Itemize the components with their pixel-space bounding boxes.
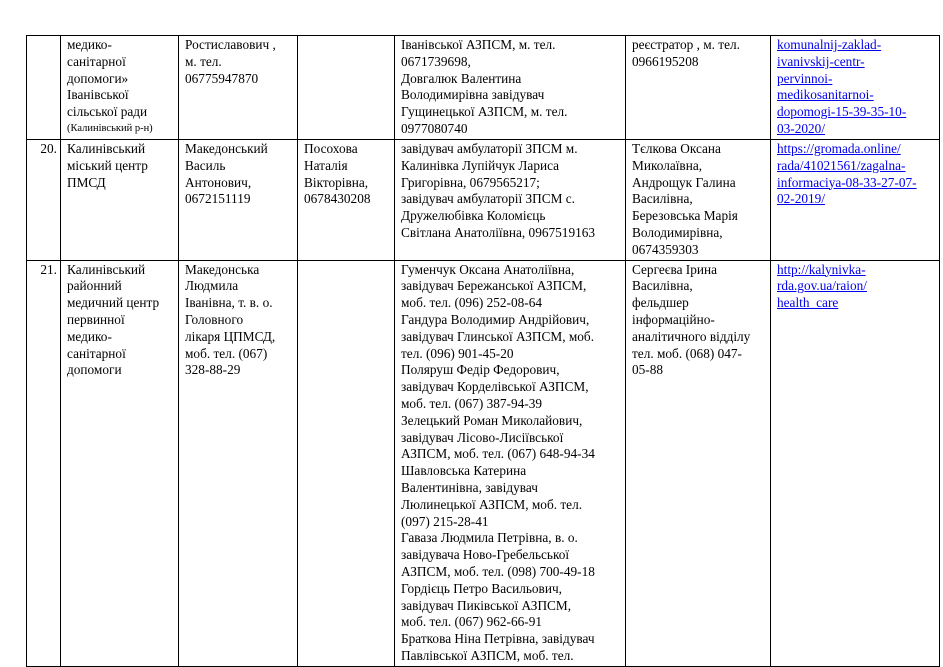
- cell-text-line: моб. тел. (067) 387-94-39: [401, 395, 542, 411]
- cell-text-line: допомоги: [67, 362, 122, 378]
- contact-person-cell: [626, 36, 771, 140]
- cell-text-line: Довгалюк Валентина: [401, 70, 522, 86]
- head-doctor-cell: [179, 260, 298, 666]
- cell-text-line: фельдшер: [632, 295, 689, 311]
- cell-text-line: 05-88: [632, 362, 664, 378]
- ambulatory-heads-cell: [395, 260, 626, 666]
- cell-text-line: реєстратор , м. тел.: [632, 37, 740, 52]
- cell-text-line: Василівна,: [632, 278, 693, 294]
- cell-text-line: завідувач Пиківської АЗПСМ,: [401, 597, 572, 613]
- cell-text-line: санітарної: [67, 345, 126, 361]
- row-number-cell: [27, 36, 61, 140]
- ambulatory-heads-cell: [395, 140, 626, 261]
- cell-text-line: Іванівської: [67, 87, 129, 103]
- cell-text-line: 0977080740: [401, 120, 468, 136]
- cell-text-line: Наталія: [304, 157, 348, 173]
- cell-text-line: 06775947870: [185, 70, 259, 86]
- website-link-line[interactable]: informaciya-08-33-27-07-: [777, 174, 917, 190]
- cell-text-line: Валентинівна, завідувач: [401, 479, 538, 495]
- cell-text-line: первинної: [67, 311, 125, 327]
- website-link-line[interactable]: dopomogi-15-39-35-10-: [777, 104, 907, 120]
- cell-text-line: Поляруш Федір Федорович,: [401, 362, 560, 378]
- cell-text-line: допомоги»: [67, 70, 129, 86]
- cell-text-line: Березовська Марія: [632, 208, 738, 224]
- cell-text-line: моб. тел. (067): [185, 345, 268, 361]
- cell-text-line: Василівна,: [632, 191, 693, 207]
- website-link-line[interactable]: rada/41021561/zagalna-: [777, 157, 906, 173]
- cell-text-line: міський центр: [67, 157, 148, 173]
- row-number-cell: [27, 140, 61, 261]
- deputy-cell: [298, 260, 395, 666]
- cell-text-line: Гущинецької АЗПСМ, м. тел.: [401, 104, 568, 120]
- website-link-line[interactable]: health_care: [777, 295, 839, 311]
- cell-text-line: завідувач Глинської АЗПСМ, моб.: [401, 328, 595, 344]
- cell-text-line: Шавловська Катерина: [401, 463, 527, 479]
- website-link-cell[interactable]: [771, 140, 940, 261]
- cell-text-line: Калинівський: [67, 141, 146, 156]
- cell-text-line: моб. тел. (067) 962-66-91: [401, 614, 542, 630]
- cell-text-line: 0671739698,: [401, 53, 471, 69]
- website-link-line[interactable]: pervinnoi-: [777, 70, 833, 86]
- institution-name-cell: [61, 36, 179, 140]
- cell-text-line: Григорівна, 0679565217;: [401, 174, 540, 190]
- cell-text-line: 328-88-29: [185, 362, 241, 378]
- cell-text-line: Тєлкова Оксана: [632, 141, 721, 156]
- cell-text-line: м. тел.: [185, 53, 222, 69]
- cell-text-line: ПМСД: [67, 174, 106, 190]
- cell-text-line: Світлана Анатоліївна, 0967519163: [401, 224, 596, 240]
- website-link-line[interactable]: rda.gov.ua/raion/: [777, 278, 867, 294]
- cell-text-line: Вікторівна,: [304, 174, 369, 190]
- cell-text-line: Гандура Володимир Андрійович,: [401, 311, 590, 327]
- cell-text-line: інформаційно-: [632, 311, 715, 327]
- cell-text-line: Зелецький Роман Миколайович,: [401, 412, 583, 428]
- cell-text-line: Іванівської АЗПСМ, м. тел.: [401, 37, 556, 52]
- table-row: [27, 140, 940, 261]
- cell-text-line: Павлівської АЗПСМ, моб. тел.: [401, 647, 574, 663]
- website-link-cell[interactable]: [771, 36, 940, 140]
- head-doctor-cell: [179, 140, 298, 261]
- cell-text-line: завідувача Ново-Гребельської: [401, 547, 570, 563]
- cell-text-line: 0672151119: [185, 191, 251, 207]
- cell-text-line: медичний центр: [67, 295, 160, 311]
- cell-text-line: районний: [67, 278, 122, 294]
- cell-text-line: Антонович,: [185, 174, 252, 190]
- cell-text-line: 0966195208: [632, 53, 699, 69]
- website-link-line[interactable]: medikosanitarnoi-: [777, 87, 874, 103]
- cell-text-line: лікаря ЦПМСД,: [185, 328, 276, 344]
- cell-text-line: Дружелюбівка Коломієць: [401, 208, 546, 224]
- cell-text-line: моб. тел. (096) 252-08-64: [401, 295, 542, 311]
- cell-text-line: тел. (096) 901-45-20: [401, 345, 514, 361]
- cell-text-line: Гаваза Людмила Петрівна, в. о.: [401, 530, 578, 546]
- cell-text-line: Володимирівна завідувач: [401, 87, 545, 103]
- cell-text-line: Гуменчук Оксана Анатоліївна,: [401, 261, 575, 277]
- website-link-line[interactable]: 03-2020/: [777, 120, 826, 136]
- institution-name-cell: [61, 260, 179, 666]
- cell-text-line: завідувач амбулаторії ЗПСМ с.: [401, 191, 576, 207]
- cell-text-line: АЗПСМ, моб. тел. (098) 700-49-18: [401, 563, 595, 579]
- cell-text-line: завідувач амбулаторії ЗПСМ м.: [401, 141, 578, 156]
- ambulatory-heads-cell: [395, 36, 626, 140]
- row-number: 20.: [40, 141, 57, 156]
- table-row: [27, 260, 940, 666]
- website-link-line[interactable]: https://gromada.online/: [777, 141, 901, 156]
- cell-text-line: аналітичного відділу: [632, 328, 751, 344]
- website-link-line[interactable]: ivanivskij-centr-: [777, 53, 865, 69]
- cell-text-line: завідувач Бережанської АЗПСМ,: [401, 278, 587, 294]
- cell-text-line: завідувач Лісово-Лисіївської: [401, 429, 564, 445]
- row-number: 21.: [40, 261, 57, 277]
- row-number-cell: [27, 260, 61, 666]
- cell-text-line: медико-: [67, 37, 112, 52]
- cell-text-line: завідувач Корделівської АЗПСМ,: [401, 379, 589, 395]
- cell-text-line: (097) 215-28-41: [401, 513, 489, 529]
- cell-text-line: Людмила: [185, 278, 239, 294]
- cell-text-line: Миколаївна,: [632, 157, 703, 173]
- cell-text-line: Браткова Ніна Петрівна, завідувач: [401, 631, 595, 647]
- website-link-line[interactable]: 02-2019/: [777, 191, 826, 207]
- cell-text-line: АЗПСМ, моб. тел. (067) 648-94-34: [401, 446, 595, 462]
- website-link-line[interactable]: http://kalynivka-: [777, 261, 866, 277]
- cell-text-line: Люлинецької АЗПСМ, моб. тел.: [401, 496, 583, 512]
- document-table: [26, 35, 940, 667]
- cell-text-line: Сергеєва Ірина: [632, 261, 718, 277]
- cell-text-line: Македонський: [185, 141, 268, 156]
- cell-text-line: Посохова: [304, 141, 358, 156]
- deputy-cell: [298, 140, 395, 261]
- cell-text-line: 0678430208: [304, 191, 371, 207]
- cell-text-line: Гордієць Петро Васильович,: [401, 580, 562, 596]
- contact-person-cell: [626, 140, 771, 261]
- cell-text-line: Македонська: [185, 261, 260, 277]
- cell-text-line: сільської ради: [67, 104, 148, 120]
- district-note: (Калинівський р-н): [67, 122, 153, 134]
- contact-person-cell: [626, 260, 771, 666]
- cell-text-line: Андрощук Галина: [632, 174, 736, 190]
- cell-text-line: Ростиславович ,: [185, 37, 276, 52]
- cell-text-line: Калинівський: [67, 261, 146, 277]
- cell-text-line: медико-: [67, 328, 112, 344]
- website-link-line[interactable]: komunalnij-zaklad-: [777, 37, 882, 52]
- cell-text-line: Головного: [185, 311, 244, 327]
- cell-text-line: Калинівка Лупійчук Лариса: [401, 157, 560, 173]
- cell-text-line: Іванівна, т. в. о.: [185, 295, 273, 311]
- cell-text-line: Василь: [185, 157, 226, 173]
- deputy-cell: [298, 36, 395, 140]
- cell-text-line: санітарної: [67, 53, 126, 69]
- cell-text-line: тел. моб. (068) 047-: [632, 345, 742, 361]
- institution-name-cell: [61, 140, 179, 261]
- website-link-cell[interactable]: [771, 260, 940, 666]
- cell-text-line: 0674359303: [632, 241, 699, 257]
- cell-text-line: Володимирівна,: [632, 224, 723, 240]
- head-doctor-cell: [179, 36, 298, 140]
- table-row: [27, 36, 940, 140]
